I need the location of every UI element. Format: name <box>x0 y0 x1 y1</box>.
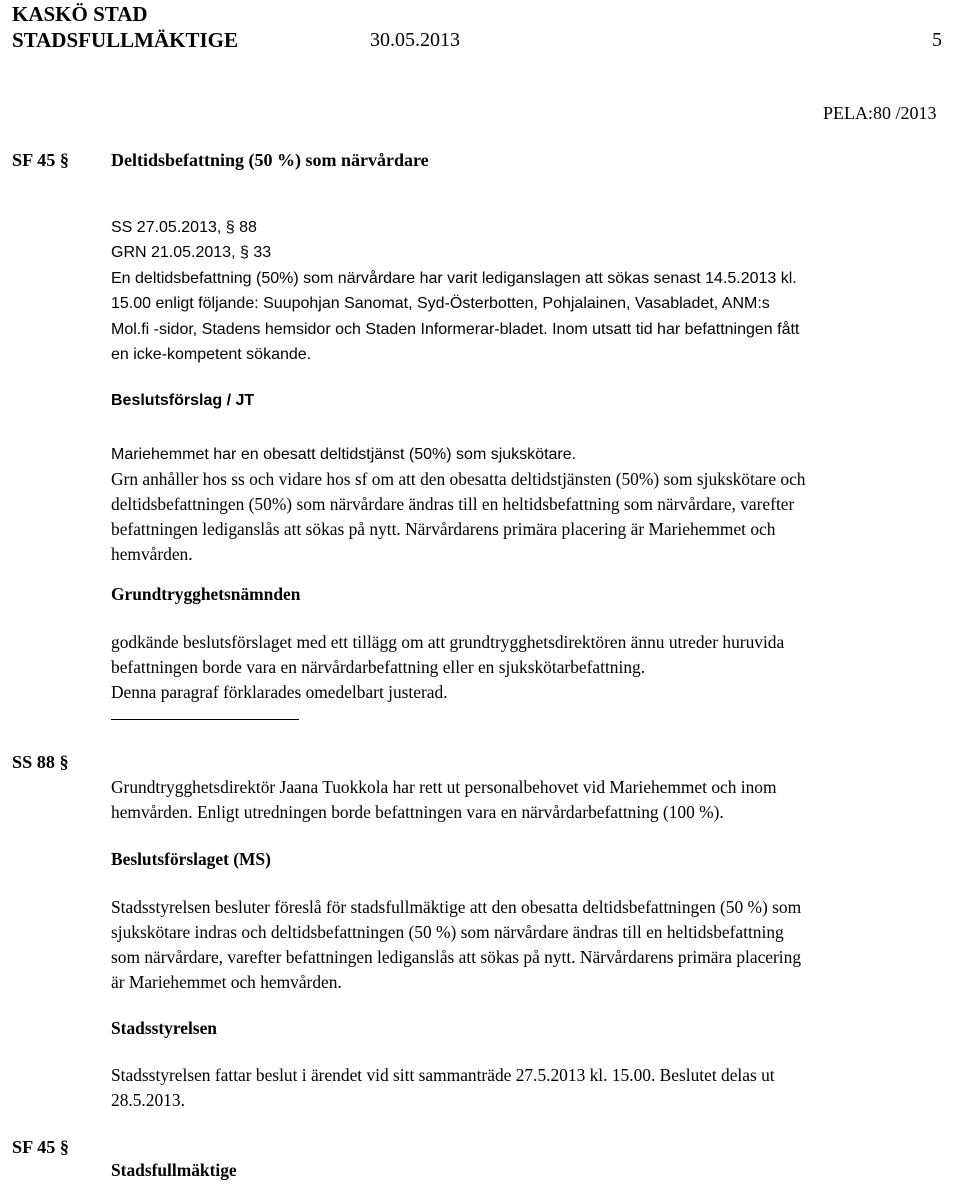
grundtrygghet-line: godkände beslutsförslaget med ett tillägg om att grundtrygghetsdirektören ännu utreder huruvida <box>111 632 785 652</box>
grundtrygghet-heading: Grundtrygghetsnämnden <box>111 584 301 604</box>
intro-line: Mol.fi -sidor, Stadens hemsidor och Staden Informerar-bladet. Inom utsatt tid har befattningen fått <box>111 321 800 338</box>
proposal-jt-line: Mariehemmet har en obesatt deltidstjänst (50%) som sjukskötare. <box>111 446 577 463</box>
intro-line: En deltidsbefattning (50%) som närvårdare har varit lediganslagen att sökas senast 14.5.2013 kl. <box>111 270 797 287</box>
ss-reference: SS 27.05.2013, § 88 <box>111 219 257 236</box>
proposal-ms-line: sjukskötare indras och deltidsbefattningen (50 %) som närvårdare ändras till en heltidsbefattning <box>111 922 784 942</box>
ss88-line: Grundtrygghetsdirektör Jaana Tuokkola har rett ut personalbehovet vid Mariehemmet och inom <box>111 777 777 797</box>
grn-reference: GRN 21.05.2013, § 33 <box>111 244 272 261</box>
page-number: 5 <box>932 29 942 51</box>
proposal-ms-heading: Beslutsförslaget (MS) <box>111 849 271 869</box>
paragraph-id-ss88: SS 88 § <box>12 752 69 772</box>
proposal-jt-heading: Beslutsförslag / JT <box>111 392 255 409</box>
intro-line: 15.00 enligt följande: Suupohjan Sanomat, Syd-Österbotten, Pohjalainen, Vasabladet, ANM:s <box>111 295 770 312</box>
section-divider <box>111 719 299 720</box>
ss88-line: hemvården. Enligt utredningen borde befattningen vara en närvårdarbefattning (100 %). <box>111 802 724 822</box>
paragraph-id-sf45-final: SF 45 § <box>12 1137 69 1157</box>
case-title: Deltidsbefattning (50 %) som närvårdare <box>111 150 429 170</box>
intro-line: en icke-kompetent sökande. <box>111 346 312 363</box>
stadsstyrelsen-line: 28.5.2013. <box>111 1090 185 1110</box>
municipality-name: KASKÖ STAD <box>12 2 148 26</box>
proposal-ms-line: som närvårdare, varefter befattningen lediganslås att sökas på nytt. Närvårdarens primära placering <box>111 947 802 967</box>
proposal-ms-line: är Mariehemmet och hemvården. <box>111 972 342 992</box>
stadsstyrelsen-heading: Stadsstyrelsen <box>111 1018 217 1038</box>
proposal-jt-line: hemvården. <box>111 544 193 564</box>
paragraph-id-sf45: SF 45 § <box>12 150 69 170</box>
council-name: STADSFULLMÄKTIGE <box>12 28 238 52</box>
proposal-jt-line: befattningen lediganslås att sökas på nytt. Närvårdarens primära placering är Mariehemmet och <box>111 519 776 539</box>
meeting-date: 30.05.2013 <box>370 29 460 51</box>
grundtrygghet-line: befattningen borde vara en närvårdarbefattning eller en sjukskötarbefattning. <box>111 657 646 677</box>
proposal-jt-line: Grn anhåller hos ss och vidare hos sf om att den obesatta deltidstjänsten (50%) som sjukskötare och <box>111 469 806 489</box>
case-reference: PELA:80 /2013 <box>823 103 937 123</box>
stadsfullmaktige-heading: Stadsfullmäktige <box>111 1160 237 1180</box>
stadsstyrelsen-line: Stadsstyrelsen fattar beslut i ärendet vid sitt sammanträde 27.5.2013 kl. 15.00. Beslutet delas ut <box>111 1065 775 1085</box>
proposal-jt-line: deltidsbefattningen (50%) som närvårdare ändras till en heltidsbefattning som närvårdare, varefter <box>111 494 795 514</box>
grundtrygghet-line: Denna paragraf förklarades omedelbart justerad. <box>111 682 448 702</box>
proposal-ms-line: Stadsstyrelsen besluter föreslå för stadsfullmäktige att den obesatta deltidsbefattningen (50 %) som <box>111 897 802 917</box>
